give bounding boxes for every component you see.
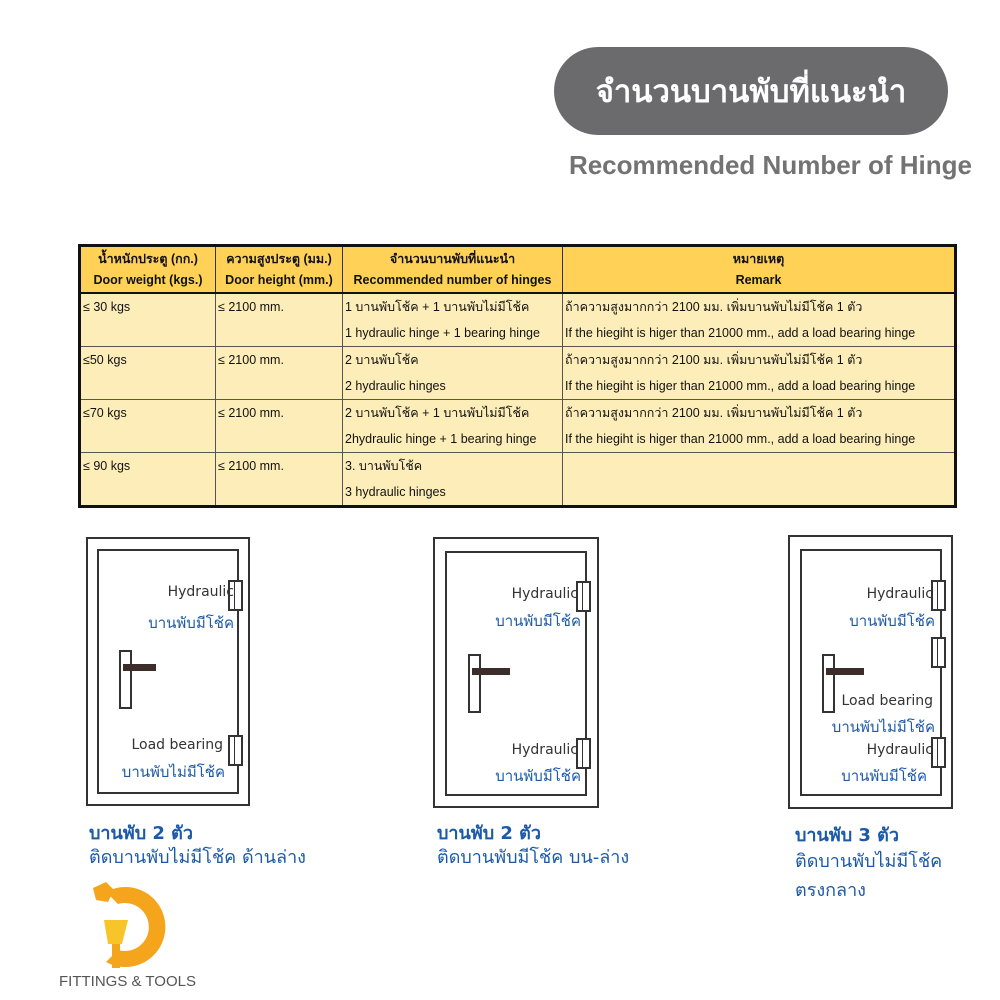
hydraulic-hinge-icon [576, 581, 591, 612]
hinge-label-th: บานพับไม่มีโช้ค [831, 718, 935, 736]
cell-remark: ถ้าความสูงมากกว่า 2100 มม. เพิ่มบานพับไม่มีโช้ค 1 ตัว If the hiegiht is higer than 21000 mm., add a load bearing hinge [563, 347, 956, 400]
door-handle-icon [826, 668, 864, 675]
header-height: ความสูงประตู (มม.) Door height (mm.) [216, 246, 343, 294]
hinge-label-th: บานพับไม่มีโช้ค [121, 763, 225, 781]
door-handle-plate-icon [822, 654, 835, 713]
hinge-table [78, 244, 957, 508]
bearing-hinge-icon [931, 637, 946, 668]
title-pill: จำนวนบานพับที่แนะนำ [554, 47, 948, 135]
door-handle-icon [472, 668, 510, 675]
wrench-d-logo-icon [88, 880, 178, 972]
hinge-label-en: Hydraulic [167, 584, 234, 600]
table-row [80, 293, 956, 347]
hydraulic-hinge-icon [931, 580, 946, 611]
cell-weight: ≤ 30 kgs [80, 293, 216, 347]
caption-title: บานพับ 3 ตัว [795, 825, 899, 846]
cell-height: ≤ 2100 mm. [216, 293, 343, 347]
cell-weight: ≤ 90 kgs [80, 453, 216, 507]
caption-text: ติดบานพับไม่มีโช้ค ด้านล่าง [89, 847, 306, 868]
cell-hinges: 1 บานพับโช้ค + 1 บานพับไม่มีโช้ค 1 hydraulic hinge + 1 bearing hinge [343, 293, 563, 347]
bearing-hinge-icon [228, 735, 243, 766]
cell-weight: ≤50 kgs [80, 347, 216, 400]
table-row [80, 400, 956, 453]
caption-title: บานพับ 2 ตัว [437, 823, 541, 844]
hinge-label-th: บานพับมีโช้ค [495, 767, 581, 785]
hydraulic-hinge-icon [931, 737, 946, 768]
cell-weight: ≤70 kgs [80, 400, 216, 453]
door-diagram-2 [433, 537, 599, 808]
door-handle-plate-icon [119, 650, 132, 709]
door-diagram-3 [788, 535, 953, 809]
hinge-label-th: บานพับมีโช้ค [148, 614, 234, 632]
cell-hinges: 3. บานพับโช้ค 3 hydraulic hinges [343, 453, 563, 507]
hinge-label-en: Hydraulic [866, 586, 933, 602]
caption-title: บานพับ 2 ตัว [89, 823, 193, 844]
hinge-label-en: Hydraulic [511, 586, 578, 602]
door-handle-plate-icon [468, 654, 481, 713]
cell-height: ≤ 2100 mm. [216, 347, 343, 400]
subtitle: Recommended Number of Hinge [568, 150, 972, 180]
table-row [80, 453, 956, 507]
table-row [80, 347, 956, 400]
hinge-label-th: บานพับมีโช้ค [841, 767, 927, 785]
cell-height: ≤ 2100 mm. [216, 453, 343, 507]
hinge-label-th: บานพับมีโช้ค [495, 612, 581, 630]
hinge-label-th: บานพับมีโช้ค [849, 612, 935, 630]
cell-remark [563, 453, 956, 507]
door-handle-icon [123, 664, 156, 671]
header-hinges: จำนวนบานพับที่แนะนำ Recommended number of hinges [343, 246, 563, 294]
cell-remark: ถ้าความสูงมากกว่า 2100 มม. เพิ่มบานพับไม่มีโช้ค 1 ตัว If the hiegiht is higer than 21000 mm., add a load bearing hinge [563, 400, 956, 453]
header-remark: หมายเหตุ Remark [563, 246, 956, 294]
hinge-label-en: Load bearing [841, 693, 933, 709]
cell-remark: ถ้าความสูงมากกว่า 2100 มม. เพิ่มบานพับไม่มีโช้ค 1 ตัว If the hiegiht is higer than 21000 mm., add a load bearing hinge [563, 293, 956, 347]
header-weight: น้ำหนักประตู (กก.) Door weight (kgs.) [80, 246, 216, 294]
caption-text: ติดบานพับมีโช้ค บน-ล่าง [437, 847, 630, 868]
cell-hinges: 2 บานพับโช้ค 2 hydraulic hinges [343, 347, 563, 400]
cell-hinges: 2 บานพับโช้ค + 1 บานพับไม่มีโช้ค 2hydraulic hinge + 1 bearing hinge [343, 400, 563, 453]
hinge-label-en: Load bearing [131, 737, 223, 753]
table-header-row [80, 246, 956, 294]
hinge-label-en: Hydraulic [511, 742, 578, 758]
brand-name: FITTINGS & TOOLS [59, 973, 196, 990]
hinge-label-en: Hydraulic [866, 742, 933, 758]
door-diagram-1 [86, 537, 250, 806]
caption-text: ติดบานพับไม่มีโช้ค ตรงกลาง [795, 851, 943, 901]
cell-height: ≤ 2100 mm. [216, 400, 343, 453]
